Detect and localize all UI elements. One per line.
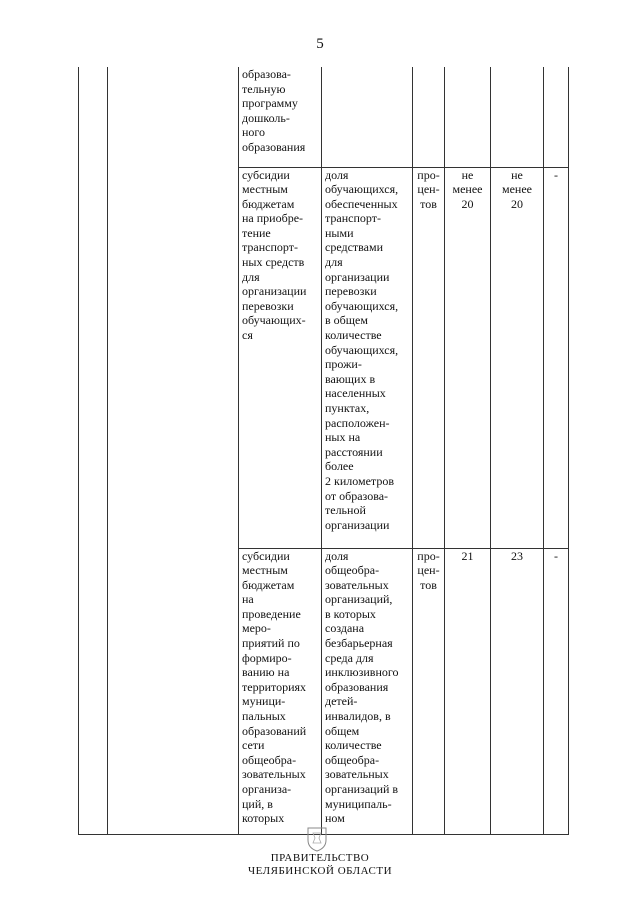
program-table bbox=[78, 67, 569, 835]
indicator-cell: доля общеобра- зовательных организаций, в которых создана безбарьерная среда для инклюзивного образования детей- инвалидов, в общем количестве общеобра- зовательных организаций в муниципаль- ном bbox=[322, 548, 413, 834]
value-cell-3: - bbox=[544, 548, 569, 834]
page-number: 5 bbox=[316, 36, 324, 52]
measure-cell: образова- тельную программу дошколь- ного образования bbox=[239, 67, 322, 167]
row-number-cell bbox=[79, 67, 108, 834]
footer-stamp bbox=[0, 852, 640, 878]
measure-cell: субсидии местным бюджетам на приобре- тение транспорт- ных средств для организации перевозки обучающих- ся bbox=[239, 167, 322, 548]
coat-of-arms-icon bbox=[306, 826, 328, 852]
value-cell-2: не менее 20 bbox=[491, 167, 544, 548]
indicator-cell: доля обучающихся, обеспеченных транспорт- ными средствами для организации перевозки обучающихся, в общем количестве обучающихся, прожи- вающих в населенных пунктах, расположен- ных на расстоянии более 2 километров от образова- тельной организации bbox=[322, 167, 413, 548]
description-cell bbox=[108, 67, 239, 834]
table-row bbox=[79, 67, 569, 167]
value-cell-2: 23 bbox=[491, 548, 544, 834]
value-cell-1: 21 bbox=[445, 548, 491, 834]
footer-line-2: ЧЕЛЯБИНСКОЙ ОБЛАСТИ bbox=[247, 865, 393, 877]
measure-cell: субсидии местным бюджетам на проведение меро- приятий по формиро- ванию на территориях муници- пальных образований сети общеобра- зовательных организа- ций, в которых bbox=[239, 548, 322, 834]
value-cell-2 bbox=[491, 67, 544, 167]
unit-cell: про- цен- тов bbox=[413, 548, 445, 834]
indicator-cell bbox=[322, 67, 413, 167]
footer-line-1: ПРАВИТЕЛЬСТВО bbox=[270, 852, 370, 864]
unit-cell: про- цен- тов bbox=[413, 167, 445, 548]
value-cell-3: - bbox=[544, 167, 569, 548]
value-cell-1: не менее 20 bbox=[445, 167, 491, 548]
unit-cell bbox=[413, 67, 445, 167]
value-cell-1 bbox=[445, 67, 491, 167]
value-cell-3 bbox=[544, 67, 569, 167]
